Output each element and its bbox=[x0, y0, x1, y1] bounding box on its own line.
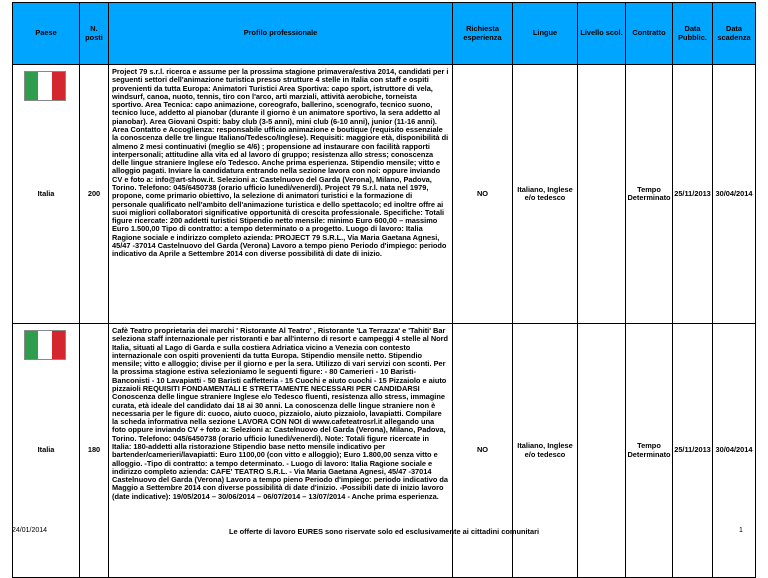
table-row bbox=[13, 65, 756, 324]
languages-cell: Italiano, Inglese e/o tedesco bbox=[513, 324, 578, 578]
footer-note: Le offerte di lavoro EURES sono riservate solo ed esclusivamente ai cittadini comunitari bbox=[228, 527, 540, 536]
publication-date-cell: 25/11/2013 bbox=[673, 65, 713, 324]
header-posti: N. posti bbox=[80, 3, 109, 65]
expiry-date-cell: 30/04/2014 bbox=[713, 324, 756, 578]
italy-flag-icon bbox=[24, 71, 66, 101]
footer-date: 24/01/2014 bbox=[12, 527, 48, 534]
header-data-scadenza: Data scadenza bbox=[713, 3, 756, 65]
expiry-date-cell: 30/04/2014 bbox=[713, 65, 756, 324]
positions-cell: 200 bbox=[80, 65, 109, 324]
education-cell bbox=[578, 65, 626, 324]
country-label: Italia bbox=[37, 445, 55, 455]
header-contratto: Contratto bbox=[626, 3, 673, 65]
header-lingue: Lingue bbox=[513, 3, 578, 65]
header-paese: Paese bbox=[13, 3, 80, 65]
experience-cell: NO bbox=[453, 324, 513, 578]
header-data-pubblic: Data Pubblic. bbox=[673, 3, 713, 65]
italy-flag-icon bbox=[24, 330, 66, 360]
languages-cell: Italiano, Inglese e/o tedesco bbox=[513, 65, 578, 324]
country-label: Italia bbox=[37, 188, 55, 198]
education-cell bbox=[578, 324, 626, 578]
contract-cell: Tempo Determinato bbox=[626, 65, 673, 324]
country-cell bbox=[13, 65, 80, 324]
header-livello: Livello scol. bbox=[578, 3, 626, 65]
publication-date-cell: 25/11/2013 bbox=[673, 324, 713, 578]
country-cell bbox=[13, 324, 80, 578]
experience-cell: NO bbox=[453, 65, 513, 324]
profile-description: Cafè Teatro proprietaria dei marchi ' Ristorante Al Teatro' , Ristorante 'La Terrazza' e 'Tahiti' Bar seleziona staff internazionale per ristoranti e bar all'interno di resort e campeggi 4 stelle al Nord Italia, situati al Lago di Garda e sulla costiera Adriatica vicino a Venezia con contesto internazionale con ospiti provenienti da tutta Europa. Stipendio mensile netto. Stipendio mensile; vitto e alloggio; divise per il giorno e per la sera. Utilizzo di vari servizi con sconti. Per la prossima stagione estiva selezioniamo le seguenti figure: - 80 Camerieri - 10 Baristi-Banconisti - 10 Lavapiatti - 50 Baristi caffetteria - 15 Cuochi e aiuto cuochi - 15 Pizzaiolo e aiuto pizzaioli REQUISITI FONDAMENTALI E STRETTAMENTE NECESSARI PER CANDIDARSI Conoscenza delle lingue straniere Inglese e/o Tedesco fluenti, resistenza allo stress, immagine curata, età ideale del candidato dai 18 ai 30 anni. La conoscenza delle lingue straniere non è necessaria per le figure di: cuoco, aiuto cuoco, pizzaiolo, aiuto pizzaiolo, lavapiatti. Compilare la scheda informativa nella sezione LAVORA CON NOI di www.cafeteatrosrl.it allegando una foto oppure inviando CV + foto a: Selezioni a: Castelnuovo del Garda (Verona), Milano, Padova, Torino. Telefono: 045/6450738 (orario ufficio lunedì/venerdì). Note: Totali figure ricercate in Italia: 180-addetti alla ristorazione Stipendio base netto mensile indicativo per bartender/camerieri/lavapiatti: Euro 1100,00 (con vitto e alloggio); Euro 1.800,00 senza vitto e alloggio. -Tipo di contratto: a tempo determinato. - Luogo di lavoro: Italia Ragione sociale e indirizzo completo azienda: CAFE' TEATRO S.R.L. - Via Maria Gaetana Agnesi, 45/47 -37014 Castelnuovo del Garda (Verona) Lavoro a tempo pieno Periodo d'impiego: periodo indicativo da Maggio a Settembre 2014 con diverse possibilità di date d'inizio. -Possibili date di inizio lavoro (date indicative): 19/05/2014 – 30/06/2014 – 06/07/2014 – 13/07/2014 - Anche prima esperienza. bbox=[109, 324, 453, 578]
positions-cell: 180 bbox=[80, 324, 109, 578]
contract-cell: Tempo Determinato bbox=[626, 324, 673, 578]
header-esperienza: Richiesta esperienza bbox=[453, 3, 513, 65]
table-header-row bbox=[13, 3, 756, 65]
table-row bbox=[13, 324, 756, 578]
profile-description: Project 79 s.r.l. ricerca e assume per la prossima stagione primavera/estiva 2014, candidati per i seguenti settori dell'animazione turistica presso strutture 4 stelle in Italia con staff e ospiti provenienti da tutta Europa: Animatori Turistici Area Sportiva: capo sport, istruttore di vela, windsurf, canoa, nuoto, tennis, tiro con l'arco, arti marziali, attività aerobiche, torneista sportivo. Area Tecnica: capo animazione, coreografo, ballerino, scenografo, tecnico suono, tecnico luce, addetto al pianobar (durante il giorno è un animatore sportivo, la sera addetto al pianobar). Area Giovani Ospiti: baby club (3-5 anni), mini club (6-10 anni), junior (11-16 anni). Area Contatto e Accoglienza: responsabile ufficio animazione e boutique (requisito essenziale la conoscenza delle tre lingue Italiano/Tedesco/Inglese). Requisiti: maggiore età, disponibilità di almeno 2 mesi continuativi (meglio se 4/6) ; propensione ad instaurare con facilità rapporti interpersonali; attitudine alla vita ed al lavoro di gruppo; resistenza allo stress; conoscenza delle lingue straniere Inglese e/o Tedesco. Anche prima esperienza. Stipendio mensile; vitto e alloggio pagati. Inviare la candidatura entrando nella sezione lavora con noi: oppure inviando CV e foto a: info@art-show.it. Selezioni a: Castelnuovo del Garda (Verona), Milano, Padova, Torino. Telefono: 045/6450738 (orario ufficio lunedì/venerdì). Project 79 S.r.l. nata nel 1979, propone, come primario obiettivo, la selezione di animatori turistici e la formazione di personale qualificato nell'ambito dell'animazione turistica e dello spettacolo; ed inoltre offre ai suoi migliori collaboratori significative opportunità di crescita professionale. Specifiche: Totali figure ricercate: 200 addetti turistici Stipendio netto mensile: minimo Euro 600,00 – massimo Euro 1.500,00 Tipo di contratto: a tempo determinato o a progetto. Luogo di lavoro: Italia Ragione sociale e indirizzo completo azienda: PROJECT 79 S.R.L., Via Maria Gaetana Agnesi, 45/47 -37014 Castelnuovo del Garda (Verona) Lavoro a tempo pieno Periodo d'impiego: periodo indicativo da Aprile a Settembre 2014 con diverse possibilità di date di inizio. bbox=[109, 65, 453, 324]
job-offers-table bbox=[12, 2, 756, 578]
page-number: 1 bbox=[739, 527, 743, 534]
header-profilo: Profilo professionale bbox=[109, 3, 453, 65]
